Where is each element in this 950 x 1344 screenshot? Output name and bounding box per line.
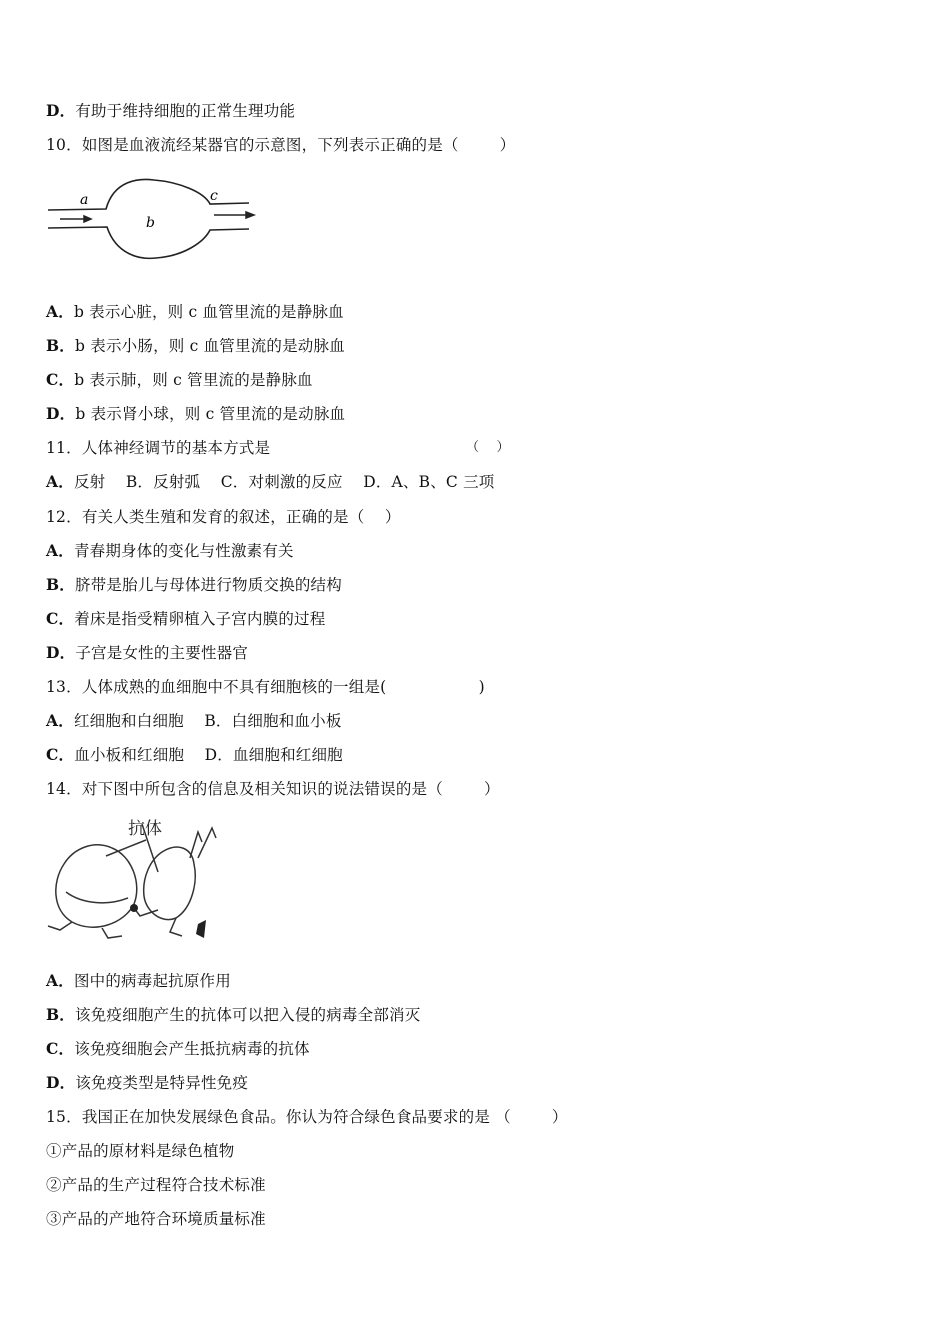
question-number: 14． [46,780,82,798]
line-q12-option-a [46,541,294,561]
option-text: b 表示小肠，则 c 血管里流的是动脉血 [75,337,345,355]
option-letter: A． [46,711,74,730]
question-number: 12． [46,508,82,526]
line-q15-stem [46,1107,568,1127]
line-q12-option-d [46,643,248,663]
option-letter: A． [46,302,74,321]
option-letter: C． [46,370,75,389]
question-text: 有关人类生殖和发育的叙述，正确的是（ ） [81,508,401,526]
line-q15-item-2 [46,1175,266,1195]
question-number: 15． [46,1108,82,1126]
option-text: b 表示肺，则 c 管里流的是静脉血 [74,371,313,389]
option-text: 青春期身体的变化与性激素有关 [73,542,294,560]
question-number: 11． [46,439,82,457]
blood-flow-diagram [44,172,264,266]
option-letter: A． [46,541,74,560]
question-text: 对下图中所包含的信息及相关知识的说法错误的是（ ） [81,780,500,798]
option-letter: D． [46,643,76,662]
label-a: a [80,192,89,208]
option-text: 图中的病毒起抗原作用 [73,972,231,990]
line-q10-option-c [46,370,313,390]
option-text: 该免疫细胞会产生抵抗病毒的抗体 [74,1040,310,1058]
option-letter: C． [46,609,75,628]
line-q14-option-d [46,1073,248,1093]
line-q14-option-a [46,971,231,991]
option-letter: B． [46,336,76,355]
option-text: 子宫是女性的主要性器官 [75,644,249,662]
option-text: 该免疫类型是特异性免疫 [75,1074,249,1092]
option-text: b 表示心脏，则 c 血管里流的是静脉血 [73,303,344,321]
line-q13-options-ab [46,711,342,731]
label-b: b [146,215,155,231]
question-number: 10． [46,136,82,154]
question-text: 我国正在加快发展绿色食品。你认为符合绿色食品要求的是 （ ） [81,1108,568,1126]
option-letter: D． [46,1073,76,1092]
line-q14-stem [46,779,500,799]
item-text: ①产品的原材料是绿色植物 [46,1142,235,1160]
option-letter: A． [46,472,74,491]
line-q9-option-d [46,101,295,121]
item-text: ②产品的生产过程符合技术标准 [46,1176,266,1194]
immune-cartoon-figure [42,812,238,946]
line-q15-item-3 [46,1209,266,1229]
line-q10-stem [46,135,515,155]
antibody-label: 抗体 [128,819,162,839]
label-c: c [210,188,218,204]
line-q14-option-b [46,1005,420,1025]
option-text: 红细胞和白细胞 B．白细胞和血小板 [73,712,342,730]
question-text: 人体神经调节的基本方式是 [81,439,271,457]
q11-answer-blank: （ ） [466,440,510,455]
option-letter: C． [46,745,75,764]
line-q14-option-c [46,1039,310,1059]
option-letter: D． [46,101,76,120]
line-q11-options [46,472,495,492]
option-text: 该免疫细胞产生的抗体可以把入侵的病毒全部消灭 [75,1006,421,1024]
line-q10-option-b [46,336,345,356]
line-q12-option-b [46,575,342,595]
line-q13-options-cd [46,745,343,765]
question-text: 如图是血液流经某器官的示意图，下列表示正确的是（ ） [81,136,516,154]
option-text: 血小板和红细胞 D．血细胞和红细胞 [74,746,343,764]
option-letter: C． [46,1039,75,1058]
option-letter: D． [46,404,76,423]
virus-particle-dot [130,904,138,912]
option-text: b 表示肾小球，则 c 管里流的是动脉血 [75,405,346,423]
option-text: 着床是指受精卵植入子宫内膜的过程 [74,610,326,628]
option-text: 脐带是胎儿与母体进行物质交换的结构 [75,576,342,594]
option-text: 有助于维持细胞的正常生理功能 [75,102,296,120]
line-q15-item-1 [46,1141,234,1161]
line-q10-option-d [46,404,345,424]
item-text: ③产品的产地符合环境质量标准 [46,1210,266,1228]
question-number: 13． [46,678,82,696]
option-letter: B． [46,1005,76,1024]
line-q13-stem [46,677,485,697]
line-q12-stem [46,507,401,527]
line-q10-option-a [46,302,344,322]
line-q11-stem [46,438,270,458]
option-letter: B． [46,575,76,594]
ink-mark [196,920,206,938]
question-text: 人体成熟的血细胞中不具有细胞核的一组是( ) [81,678,485,696]
option-text: 反射 B．反射弧 C．对刺激的反应 D．A、B、C 三项 [73,473,495,491]
line-q12-option-c [46,609,325,629]
option-letter: A． [46,971,74,990]
